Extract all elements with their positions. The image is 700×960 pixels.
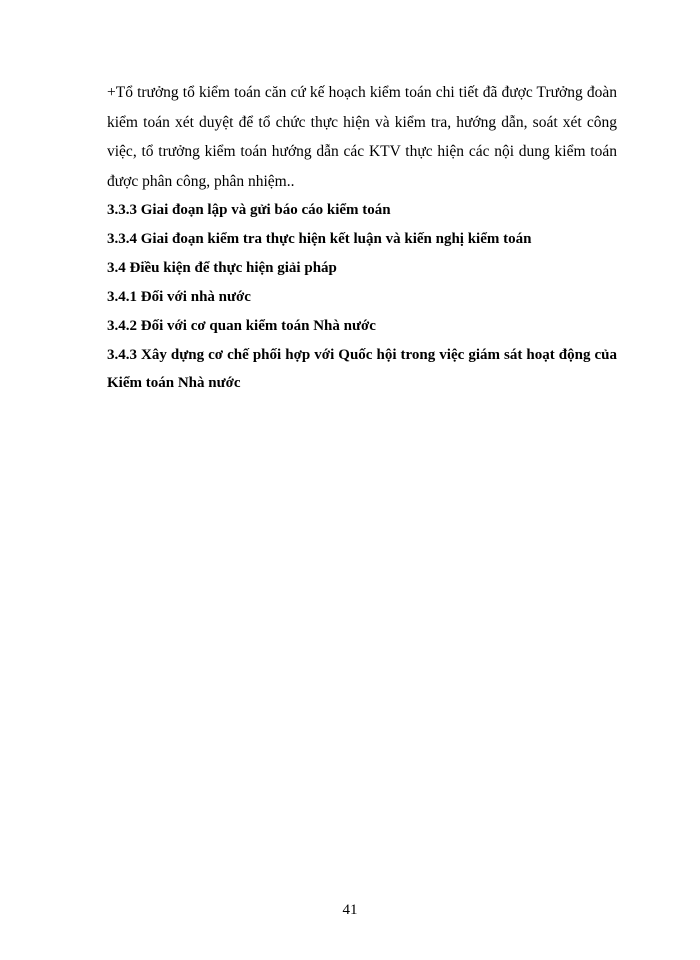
heading-3-4-1: 3.4.1 Đối với nhà nước	[107, 289, 251, 305]
body-paragraph: +Tổ trưởng tổ kiểm toán căn cứ kế hoạch kiểm toán chi tiết đã được Trưởng đoàn kiểm toán xét duyệt để tổ chức thực hiện và kiểm tra, hướng dẫn, soát xét công việc, tổ trưởng kiểm toán hướng dẫn các KTV thực hiện các nội dung kiểm toán được phân công, phân nhiệm..	[107, 84, 617, 190]
page-content	[107, 78, 617, 397]
heading-3-4-2: 3.4.2 Đối với cơ quan kiểm toán Nhà nước	[107, 318, 376, 334]
heading-3-3-4: 3.3.4 Giai đoạn kiểm tra thực hiện kết luận và kiến nghị kiểm toán	[107, 231, 532, 247]
heading-3-3-3: 3.3.3 Giai đoạn lập và gửi báo cáo kiểm toán	[107, 202, 391, 218]
heading-3-4-3: 3.4.3 Xây dựng cơ chế phối hợp với Quốc hội trong việc giám sát hoạt động của Kiểm toán Nhà nước	[107, 347, 617, 391]
heading-3-4: 3.4 Điều kiện để thực hiện giải pháp	[107, 260, 337, 276]
page-number: 41	[342, 902, 358, 918]
